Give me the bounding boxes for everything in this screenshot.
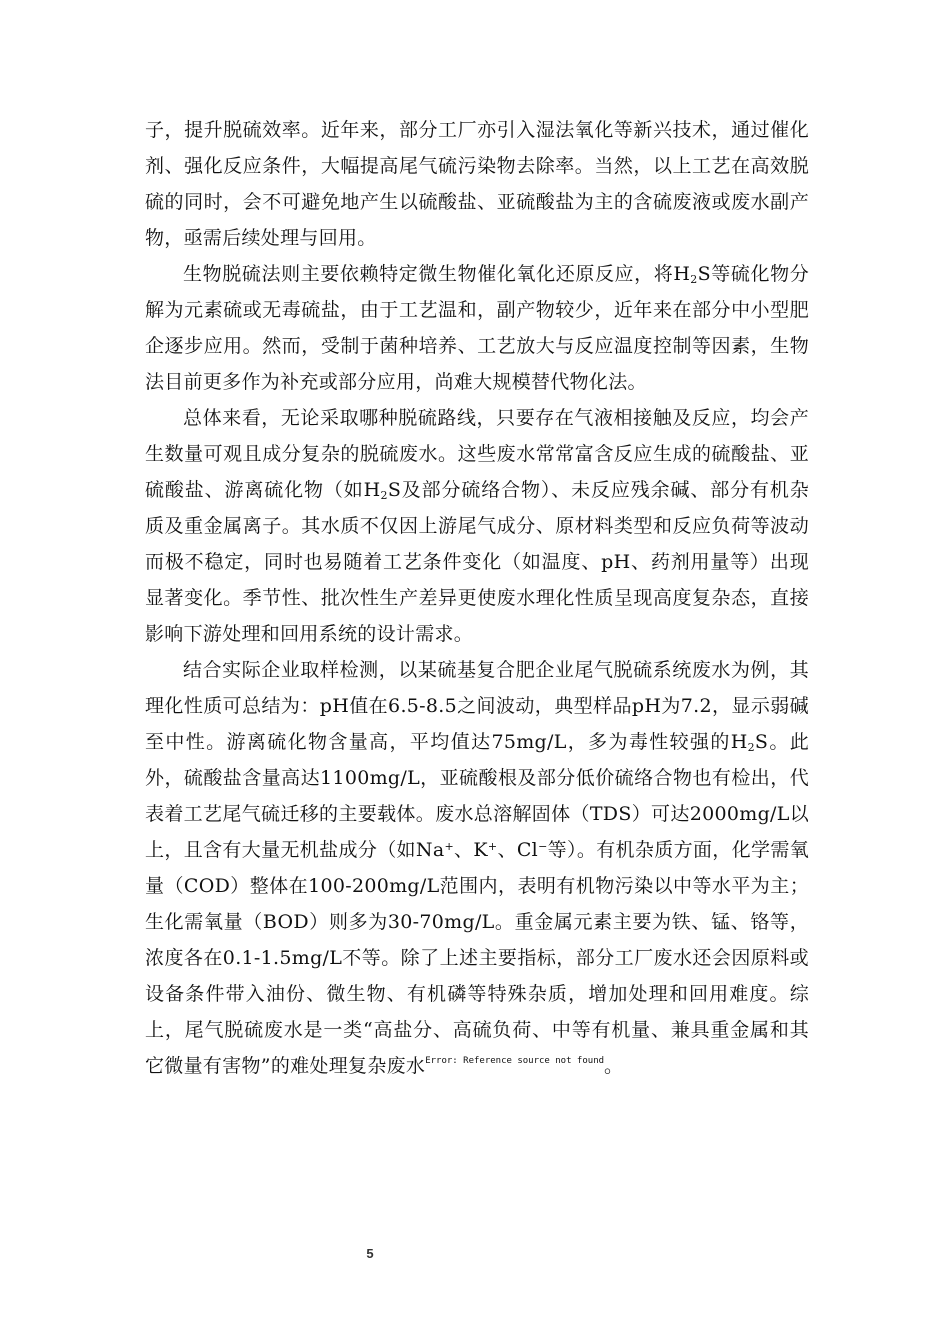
paragraph-1: 子，提升脱硫效率。近年来，部分工厂亦引入湿法氧化等新兴技术，通过催化剂、强化反应条件，大幅提高尾气硫污染物去除率。当然，以上工艺在高效脱硫的同时，会不可避免地产生以硫酸盐、亚硫酸盐为主的含硫废液或废水副产物，亟需后续处理与回用。 (145, 119, 809, 249)
text-run: S等硫化物分解为元素硫或无毒硫盐，由于工艺温和，副产物较少，近年来在部分中小型肥企逐步应用。然而，受制于菌种培养、工艺放大与反应温度控制等因素，生物法目前更多作为补充或部分应用，尚难大规模替代物化法。 (145, 263, 809, 393)
text-run: 等）。有机杂质方面，化学需氧量（COD）整体在100-200mg/L范围内，表明有机物污染以中等水平为主；生化需氧量（BOD）则多为30-70mg/L。重金属元素主要为铁、锰、铬等，浓度各在0.1-1.5mg/L不等。除了上述主要指标，部分工厂废水还会因原料或设备条件带入油份、微生物、有机磷等特殊杂质，增加处理和回用难度。综上，尾气脱硫废水是一类“高盐分、高硫负荷、中等有机量、兼具重金属和其它微量有害物”的难处理复杂废水 (145, 839, 810, 1077)
subscript: 2 (380, 489, 388, 502)
superscript: − (538, 840, 548, 853)
page-number (0, 1246, 950, 1261)
superscript: + (487, 840, 498, 853)
subscript: 2 (690, 273, 698, 286)
page-number-label: 5 (366, 1246, 374, 1261)
subscript: 2 (747, 741, 755, 754)
paragraph-3 (145, 400, 809, 652)
text-run: 、Cl (497, 839, 539, 861)
reference-error: Error: Reference source not found (425, 1056, 605, 1066)
document-body (145, 112, 809, 1084)
paragraph-2 (145, 256, 809, 400)
text-run: 生物脱硫法则主要依赖特定微生物催化氧化还原反应，将H (183, 263, 691, 285)
superscript: + (444, 840, 454, 853)
text-run: 。 (604, 1055, 624, 1077)
text-run: S。此外，硫酸盐含量高达1100mg/L，亚硫酸根及部分低价硫络合物也有检出，代表着工艺尾气硫迁移的主要载体。废水总溶解固体（TDS）可达2000mg/L以上，且含有大量无机盐成分（如Na (145, 731, 809, 861)
paragraph-4 (145, 652, 809, 1084)
text-run: 结合实际企业取样检测，以某硫基复合肥企业尾气脱硫系统废水为例，其理化性质可总结为：pH值在6.5-8.5之间波动，典型样品pH为7.2，显示弱碱至中性。游离硫化物含量高，平均值达75mg/L，多为毒性较强的H (145, 659, 809, 753)
text-run: 总体来看，无论采取哪种脱硫路线，只要存在气液相接触及反应，均会产生数量可观且成分复杂的脱硫废水。这些废水常常富含反应生成的硫酸盐、亚硫酸盐、游离硫化物（如H (145, 407, 809, 501)
text-run: 、K (454, 839, 488, 861)
text-run: S及部分硫络合物）、未反应残余碱、部分有机杂质及重金属离子。其水质不仅因上游尾气成分、原材料类型和反应负荷等波动而极不稳定，同时也易随着工艺条件变化（如温度、pH、药剂用量等）出现显著变化。季节性、批次性生产差异更使废水理化性质呈现高度复杂态，直接影响下游处理和回用系统的设计需求。 (145, 479, 809, 645)
